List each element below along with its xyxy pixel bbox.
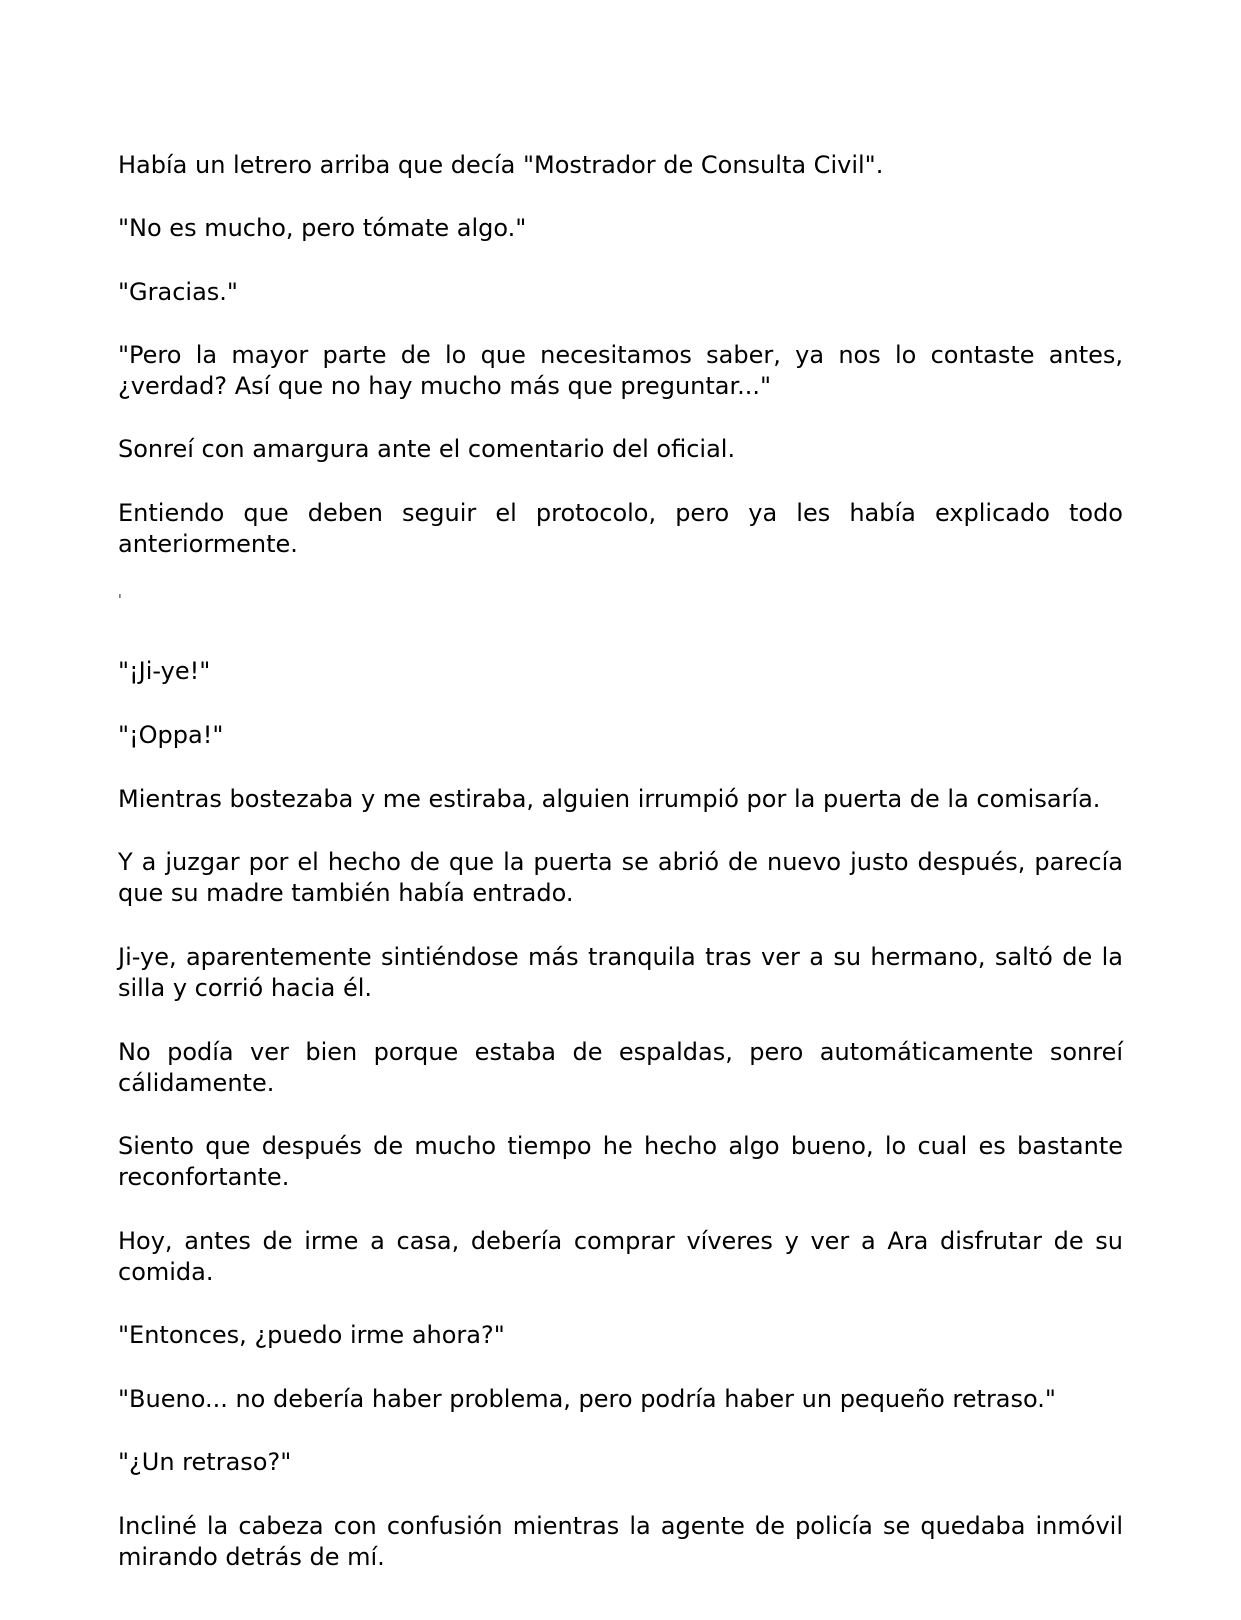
paragraph: Mientras bostezaba y me estiraba, alguien irrumpió por la puerta de la comisaría. — [118, 785, 1101, 813]
stray-mark: ˈ — [118, 593, 122, 609]
paragraph: "Bueno... no debería haber problema, pero podría haber un pequeño retraso." — [118, 1385, 1056, 1413]
paragraph: Hoy, antes de irme a casa, debería comprar víveres y ver a Ara disfrutar de su comida. — [118, 1227, 1123, 1286]
paragraph: "Entonces, ¿puedo irme ahora?" — [118, 1321, 505, 1349]
paragraph: Había un letrero arriba que decía "Mostrador de Consulta Civil". — [118, 151, 884, 179]
paragraph: Incliné la cabeza con confusión mientras la agente de policía se quedaba inmóvil mirando detrás de mí. — [118, 1512, 1123, 1571]
paragraph: "Pero la mayor parte de lo que necesitamos saber, ya nos lo contaste antes, ¿verdad? Así que no hay mucho más que preguntar..." — [118, 341, 1123, 400]
paragraph: "No es mucho, pero tómate algo." — [118, 214, 527, 242]
paragraph: Siento que después de mucho tiempo he hecho algo bueno, lo cual es bastante reconfortante. — [118, 1132, 1123, 1191]
paragraph: "¡Ji-ye!" — [118, 657, 211, 685]
paragraph: "¿Un retraso?" — [118, 1448, 292, 1476]
paragraph: Entiendo que deben seguir el protocolo, pero ya les había explicado todo anteriormente. — [118, 499, 1123, 558]
paragraph: Sonreí con amargura ante el comentario del oficial. — [118, 435, 736, 463]
paragraph: No podía ver bien porque estaba de espaldas, pero automáticamente sonreí cálidamente. — [118, 1038, 1123, 1097]
paragraph: "Gracias." — [118, 278, 238, 306]
paragraph: Ji-ye, aparentemente sintiéndose más tranquila tras ver a su hermano, saltó de la silla y corrió hacia él. — [118, 943, 1123, 1002]
paragraph: Y a juzgar por el hecho de que la puerta se abrió de nuevo justo después, parecía que su madre también había entrado. — [118, 848, 1123, 907]
paragraph: "¡Oppa!" — [118, 721, 224, 749]
